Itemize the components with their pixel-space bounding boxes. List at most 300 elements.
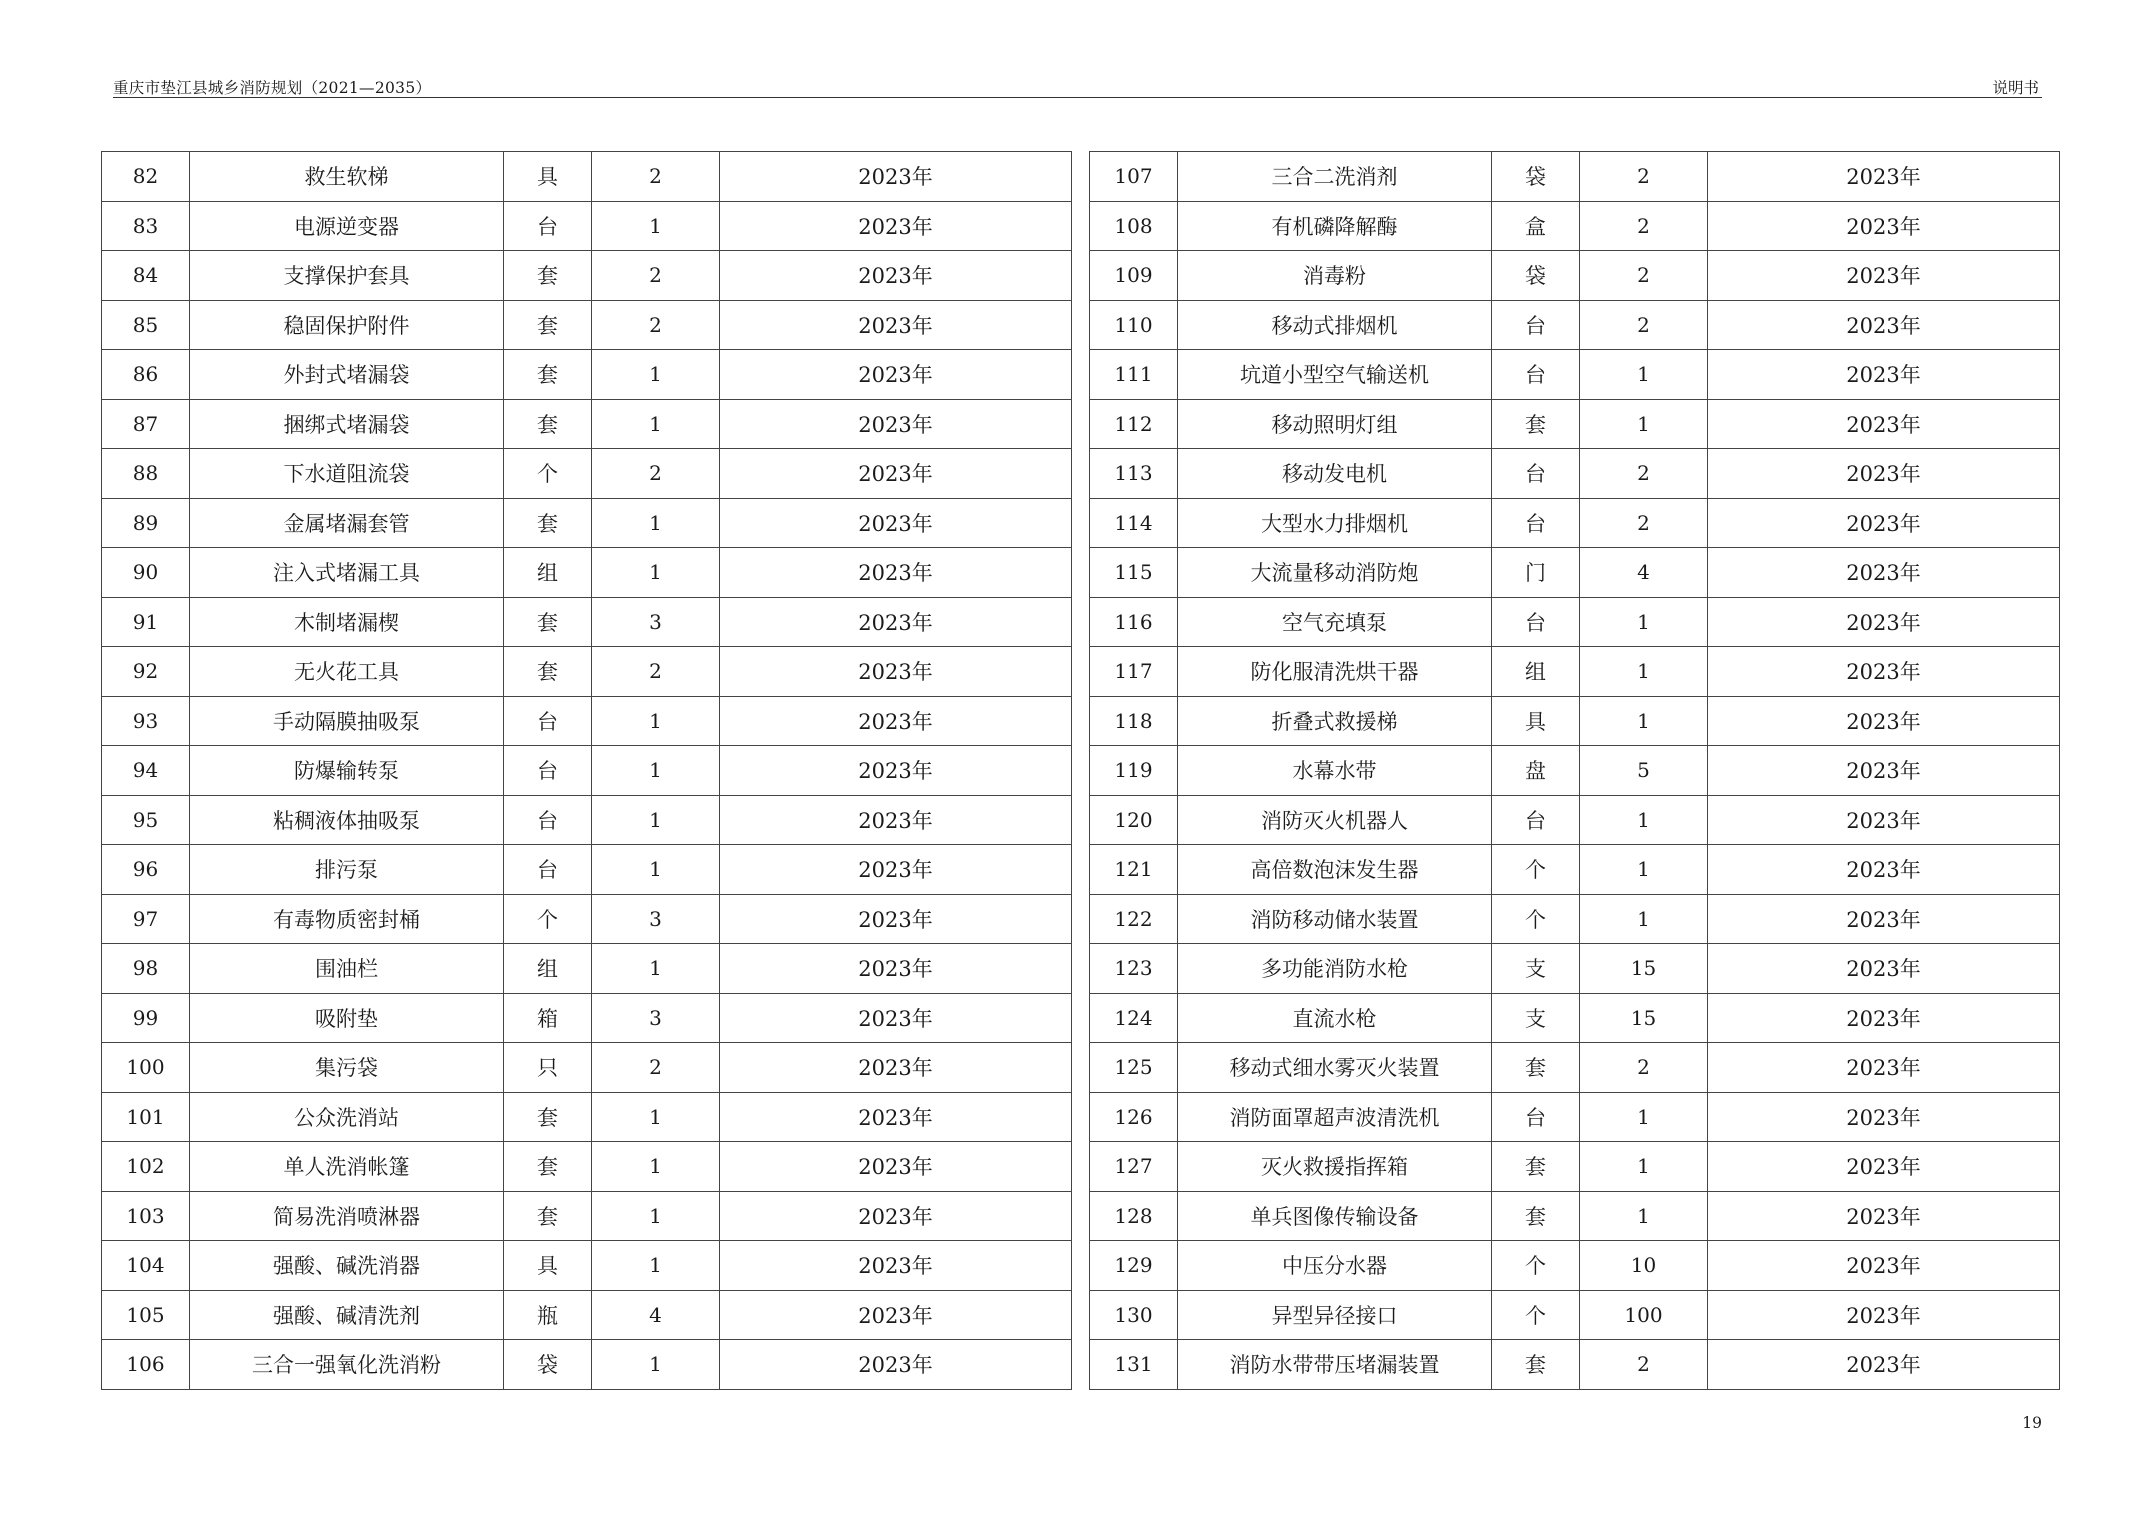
table-row: [102, 498, 1072, 548]
equipment-name-cell: 外封式堵漏袋: [190, 350, 504, 400]
year-cell: 2023年: [720, 152, 1072, 202]
year-cell: 2023年: [1708, 1340, 2060, 1390]
table-row: [102, 1191, 1072, 1241]
unit-cell: 袋: [1492, 152, 1580, 202]
unit-cell: 个: [1492, 894, 1580, 944]
unit-cell: 套: [1492, 1191, 1580, 1241]
table-row: [102, 894, 1072, 944]
equipment-name-cell: 三合二洗消剂: [1178, 152, 1492, 202]
quantity-cell: 15: [1580, 944, 1708, 994]
unit-cell: 台: [1492, 449, 1580, 499]
row-number-cell: 98: [102, 944, 190, 994]
quantity-cell: 2: [592, 251, 720, 301]
equipment-name-cell: 空气充填泵: [1178, 597, 1492, 647]
row-number-cell: 122: [1090, 894, 1178, 944]
equipment-name-cell: 消毒粉: [1178, 251, 1492, 301]
unit-cell: 瓶: [504, 1290, 592, 1340]
row-number-cell: 131: [1090, 1340, 1178, 1390]
equipment-name-cell: 稳固保护附件: [190, 300, 504, 350]
unit-cell: 门: [1492, 548, 1580, 598]
row-number-cell: 85: [102, 300, 190, 350]
year-cell: 2023年: [1708, 894, 2060, 944]
row-number-cell: 99: [102, 993, 190, 1043]
year-cell: 2023年: [1708, 1092, 2060, 1142]
equipment-name-cell: 围油栏: [190, 944, 504, 994]
row-number-cell: 127: [1090, 1142, 1178, 1192]
quantity-cell: 1: [1580, 1142, 1708, 1192]
row-number-cell: 101: [102, 1092, 190, 1142]
row-number-cell: 97: [102, 894, 190, 944]
year-cell: 2023年: [1708, 795, 2060, 845]
unit-cell: 支: [1492, 944, 1580, 994]
year-cell: 2023年: [1708, 300, 2060, 350]
row-number-cell: 108: [1090, 201, 1178, 251]
quantity-cell: 1: [592, 350, 720, 400]
table-row: [102, 449, 1072, 499]
row-number-cell: 120: [1090, 795, 1178, 845]
table-row: [102, 845, 1072, 895]
unit-cell: 个: [1492, 1241, 1580, 1291]
quantity-cell: 100: [1580, 1290, 1708, 1340]
row-number-cell: 92: [102, 647, 190, 697]
row-number-cell: 95: [102, 795, 190, 845]
unit-cell: 套: [1492, 1142, 1580, 1192]
unit-cell: 套: [504, 597, 592, 647]
year-cell: 2023年: [720, 597, 1072, 647]
table-row: [1090, 1241, 2060, 1291]
row-number-cell: 86: [102, 350, 190, 400]
year-cell: 2023年: [720, 399, 1072, 449]
unit-cell: 袋: [1492, 251, 1580, 301]
equipment-name-cell: 高倍数泡沫发生器: [1178, 845, 1492, 895]
quantity-cell: 1: [592, 944, 720, 994]
quantity-cell: 1: [592, 548, 720, 598]
year-cell: 2023年: [1708, 399, 2060, 449]
year-cell: 2023年: [720, 201, 1072, 251]
row-number-cell: 103: [102, 1191, 190, 1241]
quantity-cell: 3: [592, 993, 720, 1043]
unit-cell: 台: [1492, 597, 1580, 647]
year-cell: 2023年: [720, 795, 1072, 845]
unit-cell: 套: [1492, 1340, 1580, 1390]
table-row: [1090, 696, 2060, 746]
quantity-cell: 2: [1580, 449, 1708, 499]
table-row: [1090, 300, 2060, 350]
table-row: [102, 152, 1072, 202]
unit-cell: 套: [504, 498, 592, 548]
quantity-cell: 1: [1580, 1191, 1708, 1241]
unit-cell: 套: [504, 1092, 592, 1142]
row-number-cell: 107: [1090, 152, 1178, 202]
equipment-name-cell: 消防水带带压堵漏装置: [1178, 1340, 1492, 1390]
document-title: 重庆市垫江县城乡消防规划（2021—2035）: [113, 79, 432, 97]
unit-cell: 台: [504, 795, 592, 845]
table-row: [1090, 399, 2060, 449]
equipment-name-cell: 简易洗消喷淋器: [190, 1191, 504, 1241]
row-number-cell: 93: [102, 696, 190, 746]
equipment-name-cell: 防爆输转泵: [190, 746, 504, 796]
year-cell: 2023年: [720, 944, 1072, 994]
row-number-cell: 119: [1090, 746, 1178, 796]
unit-cell: 套: [1492, 399, 1580, 449]
row-number-cell: 84: [102, 251, 190, 301]
equipment-name-cell: 移动式排烟机: [1178, 300, 1492, 350]
table-row: [102, 251, 1072, 301]
quantity-cell: 1: [1580, 350, 1708, 400]
unit-cell: 台: [1492, 350, 1580, 400]
equipment-name-cell: 无火花工具: [190, 647, 504, 697]
row-number-cell: 114: [1090, 498, 1178, 548]
unit-cell: 箱: [504, 993, 592, 1043]
quantity-cell: 1: [592, 1340, 720, 1390]
equipment-name-cell: 救生软梯: [190, 152, 504, 202]
equipment-table-left: [101, 151, 1072, 1390]
year-cell: 2023年: [1708, 746, 2060, 796]
equipment-name-cell: 消防面罩超声波清洗机: [1178, 1092, 1492, 1142]
table-row: [102, 548, 1072, 598]
table-row: [1090, 350, 2060, 400]
unit-cell: 台: [1492, 300, 1580, 350]
equipment-name-cell: 捆绑式堵漏袋: [190, 399, 504, 449]
quantity-cell: 1: [592, 696, 720, 746]
table-row: [102, 647, 1072, 697]
year-cell: 2023年: [1708, 498, 2060, 548]
row-number-cell: 89: [102, 498, 190, 548]
row-number-cell: 115: [1090, 548, 1178, 598]
year-cell: 2023年: [1708, 1191, 2060, 1241]
quantity-cell: 3: [592, 597, 720, 647]
table-row: [1090, 251, 2060, 301]
equipment-table-right: [1089, 151, 2060, 1390]
equipment-name-cell: 防化服清洗烘干器: [1178, 647, 1492, 697]
year-cell: 2023年: [720, 449, 1072, 499]
quantity-cell: 5: [1580, 746, 1708, 796]
unit-cell: 套: [504, 1191, 592, 1241]
year-cell: 2023年: [720, 894, 1072, 944]
equipment-name-cell: 坑道小型空气输送机: [1178, 350, 1492, 400]
row-number-cell: 116: [1090, 597, 1178, 647]
unit-cell: 套: [1492, 1043, 1580, 1093]
equipment-name-cell: 单人洗消帐篷: [190, 1142, 504, 1192]
equipment-name-cell: 集污袋: [190, 1043, 504, 1093]
unit-cell: 个: [504, 894, 592, 944]
year-cell: 2023年: [720, 350, 1072, 400]
year-cell: 2023年: [720, 498, 1072, 548]
equipment-name-cell: 有机磷降解酶: [1178, 201, 1492, 251]
quantity-cell: 1: [1580, 696, 1708, 746]
quantity-cell: 3: [592, 894, 720, 944]
table-row: [102, 746, 1072, 796]
table-row: [1090, 498, 2060, 548]
table-row: [102, 944, 1072, 994]
document-type-label: 说明书: [1992, 79, 2039, 97]
year-cell: 2023年: [1708, 548, 2060, 598]
equipment-name-cell: 三合一强氧化洗消粉: [190, 1340, 504, 1390]
row-number-cell: 111: [1090, 350, 1178, 400]
unit-cell: 个: [504, 449, 592, 499]
table-row: [102, 1290, 1072, 1340]
equipment-name-cell: 手动隔膜抽吸泵: [190, 696, 504, 746]
table-row: [1090, 647, 2060, 697]
table-row: [102, 300, 1072, 350]
year-cell: 2023年: [720, 1290, 1072, 1340]
row-number-cell: 100: [102, 1043, 190, 1093]
equipment-name-cell: 支撑保护套具: [190, 251, 504, 301]
equipment-name-cell: 单兵图像传输设备: [1178, 1191, 1492, 1241]
year-cell: 2023年: [720, 251, 1072, 301]
table-row: [1090, 1290, 2060, 1340]
equipment-name-cell: 金属堵漏套管: [190, 498, 504, 548]
quantity-cell: 1: [592, 1142, 720, 1192]
year-cell: 2023年: [720, 1142, 1072, 1192]
unit-cell: 具: [504, 1241, 592, 1291]
quantity-cell: 1: [592, 399, 720, 449]
year-cell: 2023年: [1708, 449, 2060, 499]
quantity-cell: 1: [592, 1092, 720, 1142]
quantity-cell: 1: [1580, 399, 1708, 449]
unit-cell: 袋: [504, 1340, 592, 1390]
quantity-cell: 1: [1580, 845, 1708, 895]
quantity-cell: 2: [592, 449, 720, 499]
year-cell: 2023年: [720, 845, 1072, 895]
table-row: [1090, 548, 2060, 598]
row-number-cell: 124: [1090, 993, 1178, 1043]
year-cell: 2023年: [1708, 696, 2060, 746]
table-row: [1090, 993, 2060, 1043]
unit-cell: 台: [504, 746, 592, 796]
equipment-name-cell: 水幕水带: [1178, 746, 1492, 796]
unit-cell: 台: [504, 845, 592, 895]
year-cell: 2023年: [720, 746, 1072, 796]
unit-cell: 台: [1492, 498, 1580, 548]
quantity-cell: 2: [1580, 152, 1708, 202]
quantity-cell: 1: [592, 1191, 720, 1241]
year-cell: 2023年: [1708, 1043, 2060, 1093]
quantity-cell: 4: [592, 1290, 720, 1340]
unit-cell: 具: [1492, 696, 1580, 746]
equipment-name-cell: 注入式堵漏工具: [190, 548, 504, 598]
equipment-name-cell: 粘稠液体抽吸泵: [190, 795, 504, 845]
unit-cell: 个: [1492, 1290, 1580, 1340]
year-cell: 2023年: [1708, 993, 2060, 1043]
row-number-cell: 123: [1090, 944, 1178, 994]
unit-cell: 台: [504, 201, 592, 251]
equipment-name-cell: 强酸、碱清洗剂: [190, 1290, 504, 1340]
row-number-cell: 113: [1090, 449, 1178, 499]
year-cell: 2023年: [720, 1092, 1072, 1142]
unit-cell: 盘: [1492, 746, 1580, 796]
table-row: [1090, 1142, 2060, 1192]
table-row: [102, 399, 1072, 449]
year-cell: 2023年: [720, 300, 1072, 350]
year-cell: 2023年: [720, 696, 1072, 746]
unit-cell: 套: [504, 399, 592, 449]
quantity-cell: 1: [1580, 894, 1708, 944]
table-row: [1090, 1191, 2060, 1241]
unit-cell: 套: [504, 647, 592, 697]
row-number-cell: 82: [102, 152, 190, 202]
unit-cell: 套: [504, 300, 592, 350]
equipment-name-cell: 灭火救援指挥箱: [1178, 1142, 1492, 1192]
row-number-cell: 112: [1090, 399, 1178, 449]
quantity-cell: 2: [1580, 251, 1708, 301]
unit-cell: 套: [504, 350, 592, 400]
year-cell: 2023年: [1708, 944, 2060, 994]
table-row: [1090, 845, 2060, 895]
row-number-cell: 109: [1090, 251, 1178, 301]
row-number-cell: 106: [102, 1340, 190, 1390]
quantity-cell: 1: [592, 845, 720, 895]
quantity-cell: 1: [592, 498, 720, 548]
table-row: [1090, 1340, 2060, 1390]
quantity-cell: 2: [1580, 498, 1708, 548]
row-number-cell: 94: [102, 746, 190, 796]
equipment-name-cell: 多功能消防水枪: [1178, 944, 1492, 994]
year-cell: 2023年: [1708, 251, 2060, 301]
unit-cell: 只: [504, 1043, 592, 1093]
table-row: [102, 1092, 1072, 1142]
unit-cell: 台: [1492, 795, 1580, 845]
year-cell: 2023年: [720, 1043, 1072, 1093]
equipment-name-cell: 移动发电机: [1178, 449, 1492, 499]
table-row: [1090, 201, 2060, 251]
row-number-cell: 126: [1090, 1092, 1178, 1142]
row-number-cell: 121: [1090, 845, 1178, 895]
year-cell: 2023年: [1708, 647, 2060, 697]
row-number-cell: 128: [1090, 1191, 1178, 1241]
equipment-name-cell: 公众洗消站: [190, 1092, 504, 1142]
equipment-name-cell: 下水道阻流袋: [190, 449, 504, 499]
equipment-name-cell: 排污泵: [190, 845, 504, 895]
equipment-name-cell: 直流水枪: [1178, 993, 1492, 1043]
table-row: [102, 1241, 1072, 1291]
year-cell: 2023年: [720, 548, 1072, 598]
year-cell: 2023年: [720, 1241, 1072, 1291]
equipment-name-cell: 有毒物质密封桶: [190, 894, 504, 944]
table-row: [1090, 597, 2060, 647]
table-row: [1090, 894, 2060, 944]
equipment-name-cell: 移动式细水雾灭火装置: [1178, 1043, 1492, 1093]
year-cell: 2023年: [720, 1191, 1072, 1241]
table-row: [102, 795, 1072, 845]
row-number-cell: 88: [102, 449, 190, 499]
table-row: [102, 1142, 1072, 1192]
equipment-name-cell: 消防灭火机器人: [1178, 795, 1492, 845]
equipment-name-cell: 折叠式救援梯: [1178, 696, 1492, 746]
quantity-cell: 15: [1580, 993, 1708, 1043]
unit-cell: 组: [504, 548, 592, 598]
year-cell: 2023年: [1708, 201, 2060, 251]
row-number-cell: 83: [102, 201, 190, 251]
quantity-cell: 1: [1580, 795, 1708, 845]
row-number-cell: 105: [102, 1290, 190, 1340]
row-number-cell: 125: [1090, 1043, 1178, 1093]
table-row: [102, 350, 1072, 400]
quantity-cell: 2: [1580, 1043, 1708, 1093]
quantity-cell: 1: [1580, 597, 1708, 647]
equipment-name-cell: 消防移动储水装置: [1178, 894, 1492, 944]
equipment-name-cell: 强酸、碱洗消器: [190, 1241, 504, 1291]
table-row: [1090, 746, 2060, 796]
equipment-name-cell: 吸附垫: [190, 993, 504, 1043]
quantity-cell: 2: [1580, 300, 1708, 350]
quantity-cell: 1: [592, 795, 720, 845]
quantity-cell: 2: [1580, 201, 1708, 251]
year-cell: 2023年: [1708, 152, 2060, 202]
table-row: [1090, 1043, 2060, 1093]
table-row: [102, 696, 1072, 746]
quantity-cell: 1: [1580, 647, 1708, 697]
year-cell: 2023年: [1708, 1241, 2060, 1291]
table-row: [1090, 152, 2060, 202]
table-row: [102, 597, 1072, 647]
quantity-cell: 2: [592, 1043, 720, 1093]
year-cell: 2023年: [1708, 597, 2060, 647]
unit-cell: 套: [504, 1142, 592, 1192]
unit-cell: 具: [504, 152, 592, 202]
equipment-name-cell: 大型水力排烟机: [1178, 498, 1492, 548]
row-number-cell: 104: [102, 1241, 190, 1291]
table-row: [1090, 1092, 2060, 1142]
quantity-cell: 1: [1580, 1092, 1708, 1142]
year-cell: 2023年: [720, 647, 1072, 697]
quantity-cell: 10: [1580, 1241, 1708, 1291]
row-number-cell: 96: [102, 845, 190, 895]
quantity-cell: 2: [592, 300, 720, 350]
equipment-name-cell: 电源逆变器: [190, 201, 504, 251]
quantity-cell: 4: [1580, 548, 1708, 598]
page-number: 19: [2022, 1414, 2042, 1432]
row-number-cell: 118: [1090, 696, 1178, 746]
unit-cell: 台: [504, 696, 592, 746]
row-number-cell: 110: [1090, 300, 1178, 350]
table-row: [102, 1340, 1072, 1390]
quantity-cell: 1: [592, 201, 720, 251]
equipment-name-cell: 移动照明灯组: [1178, 399, 1492, 449]
row-number-cell: 117: [1090, 647, 1178, 697]
row-number-cell: 129: [1090, 1241, 1178, 1291]
quantity-cell: 1: [592, 746, 720, 796]
year-cell: 2023年: [1708, 1142, 2060, 1192]
equipment-name-cell: 异型异径接口: [1178, 1290, 1492, 1340]
quantity-cell: 2: [592, 647, 720, 697]
table-row: [102, 1043, 1072, 1093]
year-cell: 2023年: [720, 993, 1072, 1043]
unit-cell: 支: [1492, 993, 1580, 1043]
row-number-cell: 102: [102, 1142, 190, 1192]
quantity-cell: 2: [1580, 1340, 1708, 1390]
table-row: [1090, 449, 2060, 499]
unit-cell: 台: [1492, 1092, 1580, 1142]
unit-cell: 套: [504, 251, 592, 301]
year-cell: 2023年: [1708, 845, 2060, 895]
row-number-cell: 90: [102, 548, 190, 598]
equipment-name-cell: 大流量移动消防炮: [1178, 548, 1492, 598]
quantity-cell: 2: [592, 152, 720, 202]
header-rule: [113, 97, 2042, 98]
year-cell: 2023年: [720, 1340, 1072, 1390]
row-number-cell: 130: [1090, 1290, 1178, 1340]
unit-cell: 个: [1492, 845, 1580, 895]
quantity-cell: 1: [592, 1241, 720, 1291]
year-cell: 2023年: [1708, 1290, 2060, 1340]
table-row: [1090, 795, 2060, 845]
year-cell: 2023年: [1708, 350, 2060, 400]
unit-cell: 盒: [1492, 201, 1580, 251]
table-row: [102, 201, 1072, 251]
unit-cell: 组: [504, 944, 592, 994]
row-number-cell: 87: [102, 399, 190, 449]
